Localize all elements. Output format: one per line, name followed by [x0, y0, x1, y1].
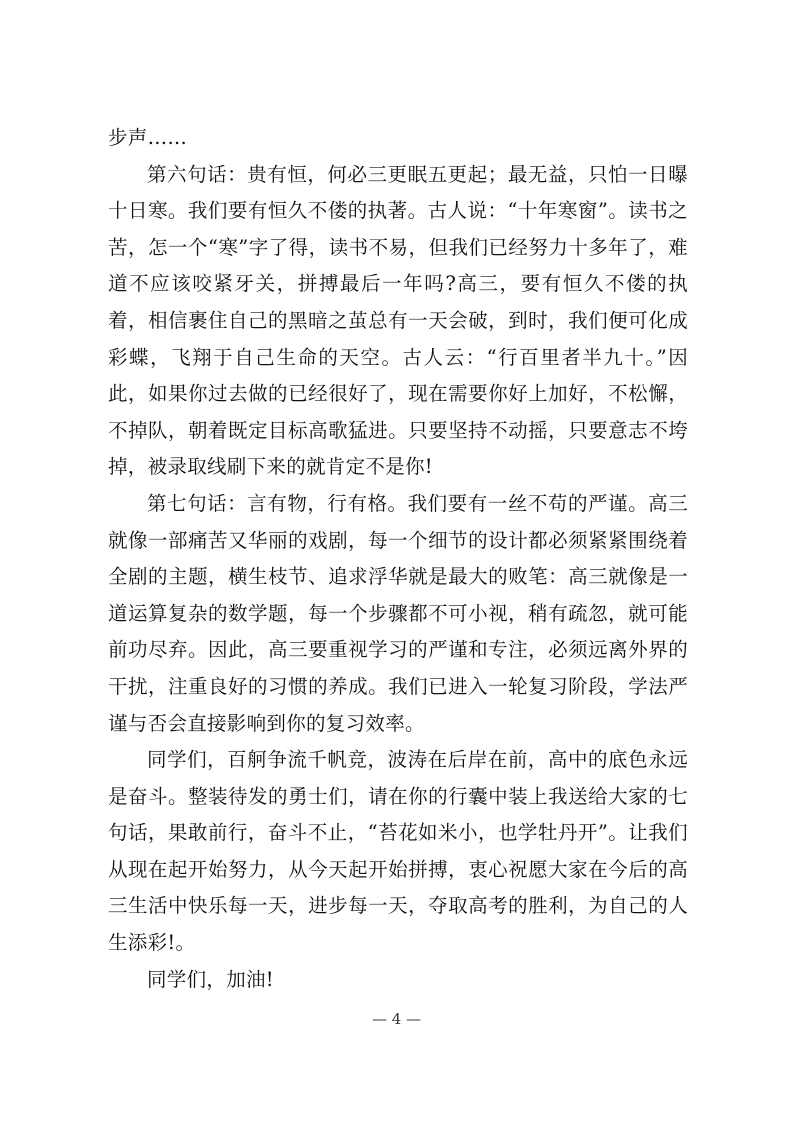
paragraph-cheer: 同学们，加油! — [147, 967, 274, 991]
paragraph-closing-address: 同学们，百舸争流千帆竞，波涛在后岸在前，高中的底色永远是奋斗。整装待发的勇士们，请在你的行囊中装上我送给大家的七句话，果敢前行，奋斗不止，“苔花如米小，也学牡丹开”。让我们从现在起开始努力，从今天起开始拼搏，衷心祝愿大家在今后的高三生活中快乐每一天，进步每一天，夺取高考的胜利，为自己的人生添彩!。 — [108, 748, 688, 955]
page-number: — 4 — — [371, 1010, 422, 1028]
paragraph-continuation: 步声…… — [108, 126, 188, 149]
body-text — [108, 120, 688, 998]
paragraph-sixth-saying: 第六句话：贵有恒，何必三更眠五更起；最无益，只怕一日曝十日寒。我们要有恒久不偻的执著。古人说：“十年寒窗”。读书之苦，怎一个“寒”字了得，读书不易，但我们已经努力十多年了，难道不应该咬紧牙关，拼搏最后一年吗?高三，要有恒久不偻的执着，相信裹住自己的黑暗之茧总有一天会破，到时，我们便可化成彩蝶，飞翔于自己生命的天空。古人云：“行百里者半九十。”因此，如果你过去做的已经很好了，现在需要你好上加好，不松懈，不掉队，朝着既定目标高歌猛进。只要坚持不动摇，只要意志不垮掉，被录取线刷下来的就肯定不是你! — [108, 162, 688, 479]
paragraph-seventh-saying: 第七句话：言有物，行有格。我们要有一丝不苟的严谨。高三就像一部痛苦又华丽的戏剧，每一个细节的设计都必须紧紧围绕着全剧的主题，横生枝节、追求浮华就是最大的败笔：高三就像是一道运算复杂的数学题，每一个步骤都不可小视，稍有疏忽，就可能前功尽弃。因此，高三要重视学习的严谨和专注，必须远离外界的干扰，注重良好的习惯的养成。我们已进入一轮复习阶段，学法严谨与否会直接影响到你的复习效率。 — [108, 491, 688, 735]
